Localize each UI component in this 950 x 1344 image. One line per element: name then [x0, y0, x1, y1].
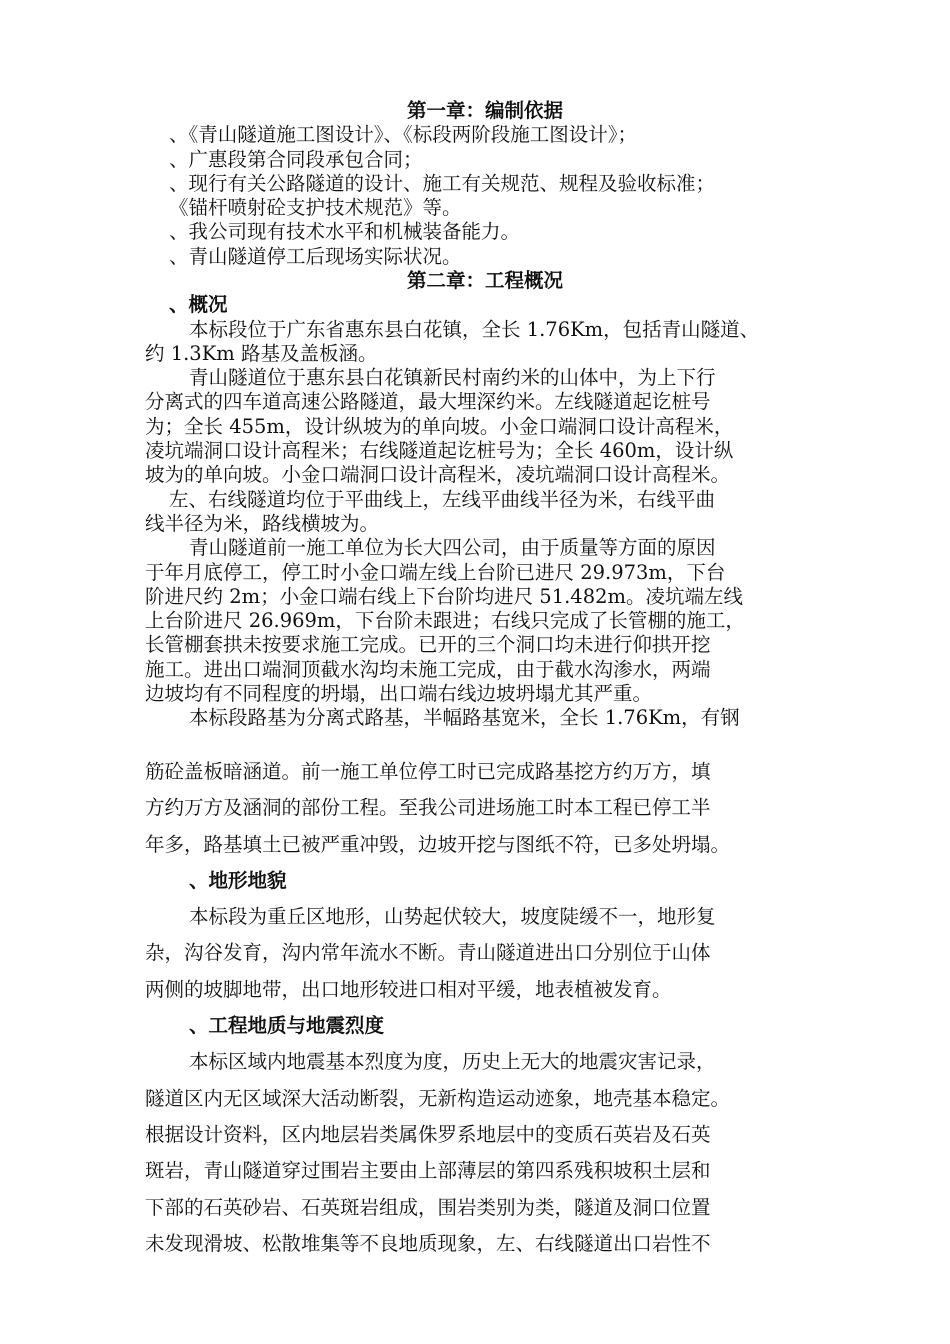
- paragraph-line: 线半径为米，路线横坡为。: [145, 511, 380, 535]
- paragraph-line: 根据设计资料，区内地层岩类属侏罗系地层中的变质石英岩及石英: [145, 1122, 711, 1146]
- paragraph-line: 青山隧道前一施工单位为长大四公司，由于质量等方面的原因: [189, 536, 716, 560]
- paragraph-line: 本标区域内地震基本烈度为度，历史上无大的地震灾害记录，: [189, 1050, 716, 1074]
- paragraph-line: 左、右线隧道均位于平曲线上，左线平曲线半径为米，右线平曲: [169, 487, 716, 511]
- overview-title: 、概况: [169, 293, 228, 317]
- paragraph-line: 青山隧道位于惠东县白花镇新民村南约米的山体中，为上下行: [189, 366, 716, 390]
- paragraph-line: 阶进尺约 2m；小金口端右线上下台阶均进尺 51.482m。凌坑端左线: [145, 584, 744, 608]
- basis-item: 、现行有关公路隧道的设计、施工有关规范、规程及验收标准；: [169, 171, 716, 195]
- paragraph-line: 隧道区内无区域深大活动断裂，无新构造运动迹象，地壳基本稳定。: [145, 1086, 731, 1110]
- paragraph-line: 于年月底停工，停工时小金口端左线上台阶已进尺 29.973m，下台: [145, 560, 726, 584]
- basis-item: 《锚杆喷射砼支护技术规范》等。: [169, 196, 462, 220]
- chapter-1-section: [145, 99, 825, 269]
- paragraph-line: 坡为的单向坡。小金口端洞口设计高程米，凌坑端洞口设计高程米。: [145, 463, 731, 487]
- paragraph-line: 本标段路基为分离式路基，半幅路基宽米，全长 1.76Km，有钢: [189, 706, 740, 730]
- paragraph-line: 年多，路基填土已被严重冲毁，边坡开挖与图纸不符，已多处坍塌。: [145, 832, 731, 856]
- chapter-2-heading: 第二章：工程概况: [406, 269, 563, 292]
- paragraph-line: 凌坑端洞口设计高程米；右线隧道起讫桩号为；全长 460m，设计纵: [145, 439, 734, 463]
- paragraph-line: 本标段位于广东省惠东县白花镇，全长 1.76Km，包括青山隧道、: [189, 317, 760, 341]
- geology-title: 、工程地质与地震烈度: [189, 1014, 385, 1038]
- paragraph-line: 长管棚套拱未按要求施工完成。已开的三个洞口均未进行仰拱开挖: [145, 633, 711, 657]
- chapter-2-section: [145, 269, 825, 731]
- terrain-title: 、地形地貌: [189, 868, 287, 892]
- paragraph-line: 施工。进出口端洞顶截水沟均未施工完成，由于截水沟渗水，两端: [145, 657, 711, 681]
- paragraph-line: 筋砼盖板暗涵道。前一施工单位停工时已完成路基挖方约万方，填: [145, 760, 711, 783]
- paragraph-line: 未发现滑坡、松散堆集等不良地质现象，左、右线隧道出口岩性不: [145, 1231, 711, 1255]
- paragraph-line: 约 1.3Km 路基及盖板涵。: [145, 341, 378, 365]
- paragraph-line: 斑岩，青山隧道穿过围岩主要由上部薄层的第四系残积坡积土层和: [145, 1159, 711, 1183]
- basis-item: 、青山隧道停工后现场实际状况。: [169, 244, 462, 268]
- paragraph-line: 分离式的四车道高速公路隧道，最大埋深约米。左线隧道起讫桩号: [145, 390, 711, 414]
- basis-item: 、我公司现有技术水平和机械装备能力。: [169, 220, 521, 244]
- paragraph-line: 为；全长 455m，设计纵坡为的单向坡。小金口端洞口设计高程米，: [145, 414, 734, 438]
- paragraph-line: 上台阶进尺 26.969m，下台阶未跟进；右线只完成了长管棚的施工，: [145, 609, 745, 633]
- chapter-1-heading: 第一章：编制依据: [406, 99, 563, 122]
- paragraph-line: 下部的石英砂岩、石英斑岩组成，围岩类别为类，隧道及洞口位置: [145, 1195, 711, 1219]
- paragraph-line: 杂，沟谷发育，沟内常年流水不断。青山隧道进出口分别位于山体: [145, 941, 711, 965]
- roadbed-and-geology-section: [145, 754, 825, 1262]
- paragraph-line: 方约万方及涵洞的部份工程。至我公司进场施工时本工程已停工半: [145, 796, 711, 820]
- paragraph-line: 本标段为重丘区地形，山势起伏较大，坡度陡缓不一，地形复: [189, 905, 716, 929]
- basis-item: 、广惠段第合同段承包合同；: [169, 147, 423, 171]
- paragraph-line: 两侧的坡脚地带，出口地形较进口相对平缓，地表植被发育。: [145, 977, 672, 1001]
- paragraph-line: 边坡均有不同程度的坍塌，出口端右线边坡坍塌尤其严重。: [145, 682, 653, 706]
- basis-item: 、《青山隧道施工图设计》、《标段两阶段施工图设计》；: [169, 123, 638, 147]
